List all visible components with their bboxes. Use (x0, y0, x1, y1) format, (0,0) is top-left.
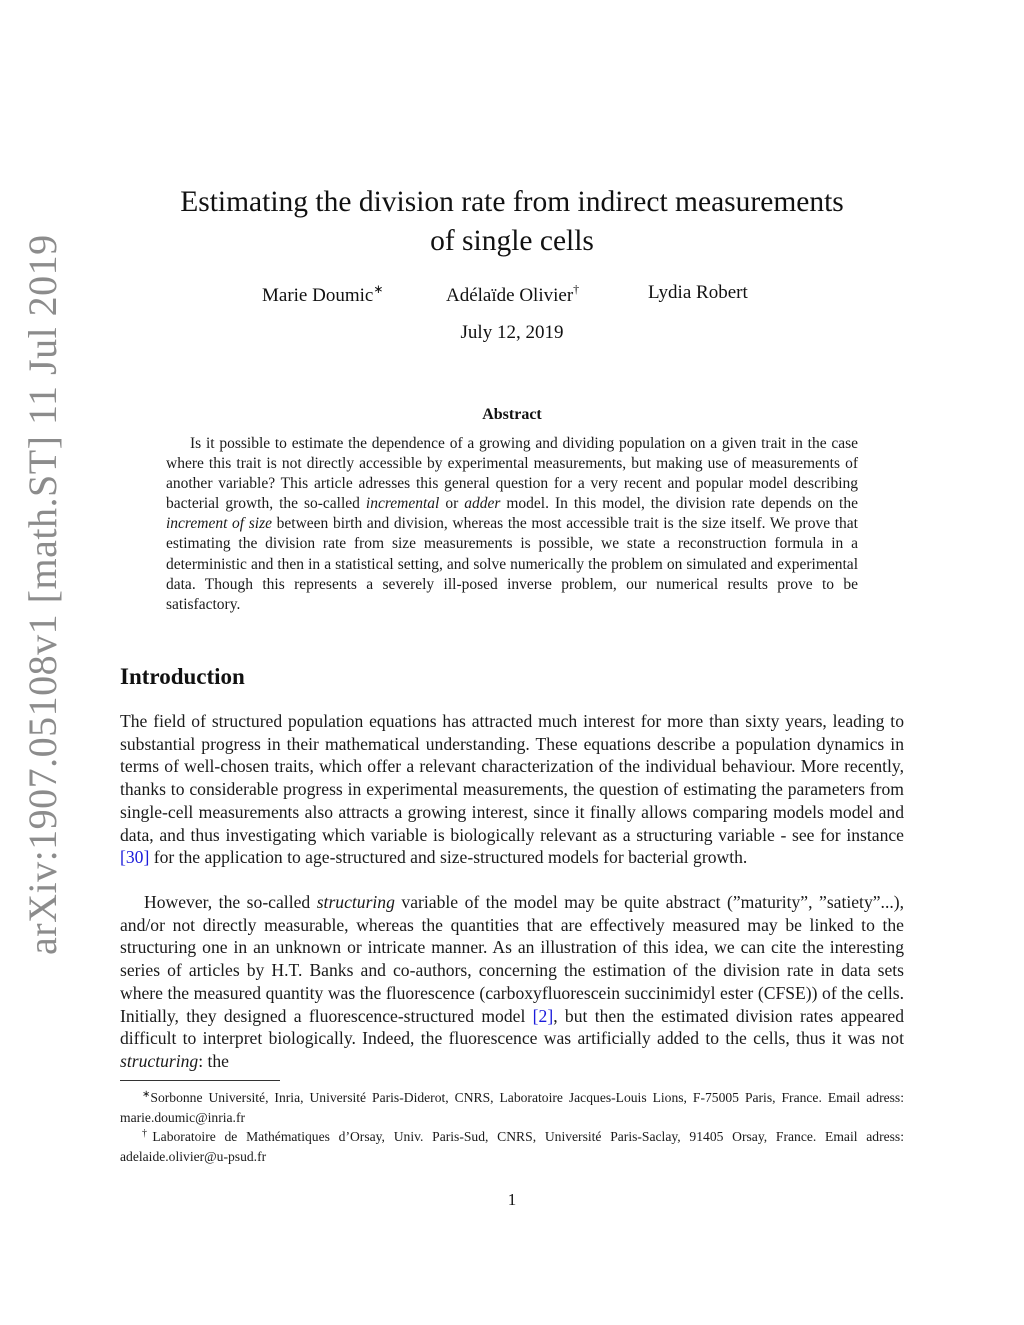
footnote-2-mark: † (142, 1128, 153, 1139)
footnote-1-mark: ∗ (142, 1089, 151, 1100)
author-1-footnote-mark[interactable]: ∗ (373, 282, 384, 296)
author-1-name: Marie Doumic (262, 285, 374, 306)
intro-paragraph-1 (120, 710, 904, 869)
paragraph-text: , but then the estimated division rates appeared difficult to interpret biologically. Indeed, the fluorescence was artificially added to the cells, thus it was not (120, 1005, 904, 1049)
citation-link-30[interactable]: [30] (120, 847, 150, 868)
title-line-2: of single cells (430, 225, 594, 257)
paper-title (120, 183, 904, 261)
citation-link-2[interactable]: [2] (532, 1005, 554, 1026)
footnote-2-text: Laboratoire de Mathématiques d’Orsay, Univ. Paris-Sud, CNRS, Université Paris-Saclay, 91405 Orsay, France. Email adress: adelaide.olivier@u-psud.fr (120, 1129, 904, 1164)
abstract-heading: Abstract (482, 406, 542, 423)
abstract-text: or (439, 495, 465, 513)
paragraph-text: However, the so-called (144, 892, 317, 912)
author-list (120, 282, 904, 308)
abstract-text: Is it possible to estimate the dependence of a growing and dividing population on a given trait in the case where this trait is not directly accessible by experimental measurements, but making use of measurements of another variable? This article adresses this general question for a very recent and popular model describing bacterial growth, the so-called (166, 435, 858, 513)
publication-date: July 12, 2019 (460, 322, 564, 343)
abstract-text: model. In this model, the division rate depends on the (500, 495, 858, 513)
intro-paragraph-2 (120, 891, 904, 1073)
abstract-emphasis: adder (464, 495, 501, 513)
author-3 (648, 282, 748, 304)
footnote-1 (120, 1085, 904, 1127)
footnote-2 (120, 1124, 904, 1166)
paragraph-text: The field of structured population equations has attracted much interest for more than sixty years, leading to substantial progress in their mathematical understanding. These equations describe a population dynamics in terms of well-chosen traits, which offer a relevant characterization of the individual behaviour. More recently, thanks to considerable progress in experimental measurements, the question of estimating the parameters from single-cell measurements also attracts a growing interest, since it finally allows comparing models model and data, and thus investigating which variable is biologically relevant as a structuring variable - see for instance (120, 711, 904, 845)
title-line-1: Estimating the division rate from indirect measurements (180, 186, 844, 218)
page-number: 1 (507, 1190, 517, 1209)
abstract-text: between birth and division, whereas the most accessible trait is the size itself. We prove that estimating the division rate from size measurements is possible, we state a reconstruction formula in a deterministic and then in a statistical setting, and solve numerically the problem on simulated and experimental data. Though this represents a severely ill-posed inverse problem, our numerical results prove to be satisfactory. (166, 515, 858, 613)
author-2 (446, 282, 579, 307)
abstract-emphasis: incremental (365, 495, 440, 513)
paragraph-text: variable of the model may be quite abstract (”maturity”, ”satiety”...), and/or not directly measurable, whereas the quantities that are effectively measured may be linked to the structuring one in an unknown or intricate manner. As an illustration of this idea, we can cite the interesting series of articles by H.T. Banks and co-authors, concerning the estimation of the division rate in data sets where the measured quantity was the fluorescence (carboxyfluorescein succinimidyl ester (CFSE)) of the cells. Initially, they designed a fluorescence-structured model (120, 892, 905, 1026)
section-heading-introduction: Introduction (120, 664, 245, 689)
paragraph-emphasis: structuring (316, 892, 395, 912)
author-1 (262, 282, 383, 307)
footnote-1-text: Sorbonne Université, Inria, Université Paris-Diderot, CNRS, Laboratoire Jacques-Louis Lions, F-75005 Paris, France. Email adress: marie.doumic@inria.fr (120, 1090, 904, 1125)
author-2-footnote-mark[interactable]: † (573, 282, 580, 296)
paragraph-text: for the application to age-structured and size-structured models for bacterial growth. (149, 847, 748, 868)
abstract-body (166, 434, 858, 615)
arxiv-identifier-stamp: arXiv:1907.05108v1 [math.ST] 11 Jul 2019 (20, 234, 65, 955)
footnote-divider (120, 1080, 280, 1081)
author-2-name: Adélaïde Olivier (446, 285, 574, 306)
author-3-name: Lydia Robert (648, 282, 748, 303)
paragraph-text: : the (198, 1050, 229, 1071)
abstract-emphasis: increment of size (166, 515, 273, 533)
paragraph-emphasis: structuring (120, 1050, 199, 1071)
